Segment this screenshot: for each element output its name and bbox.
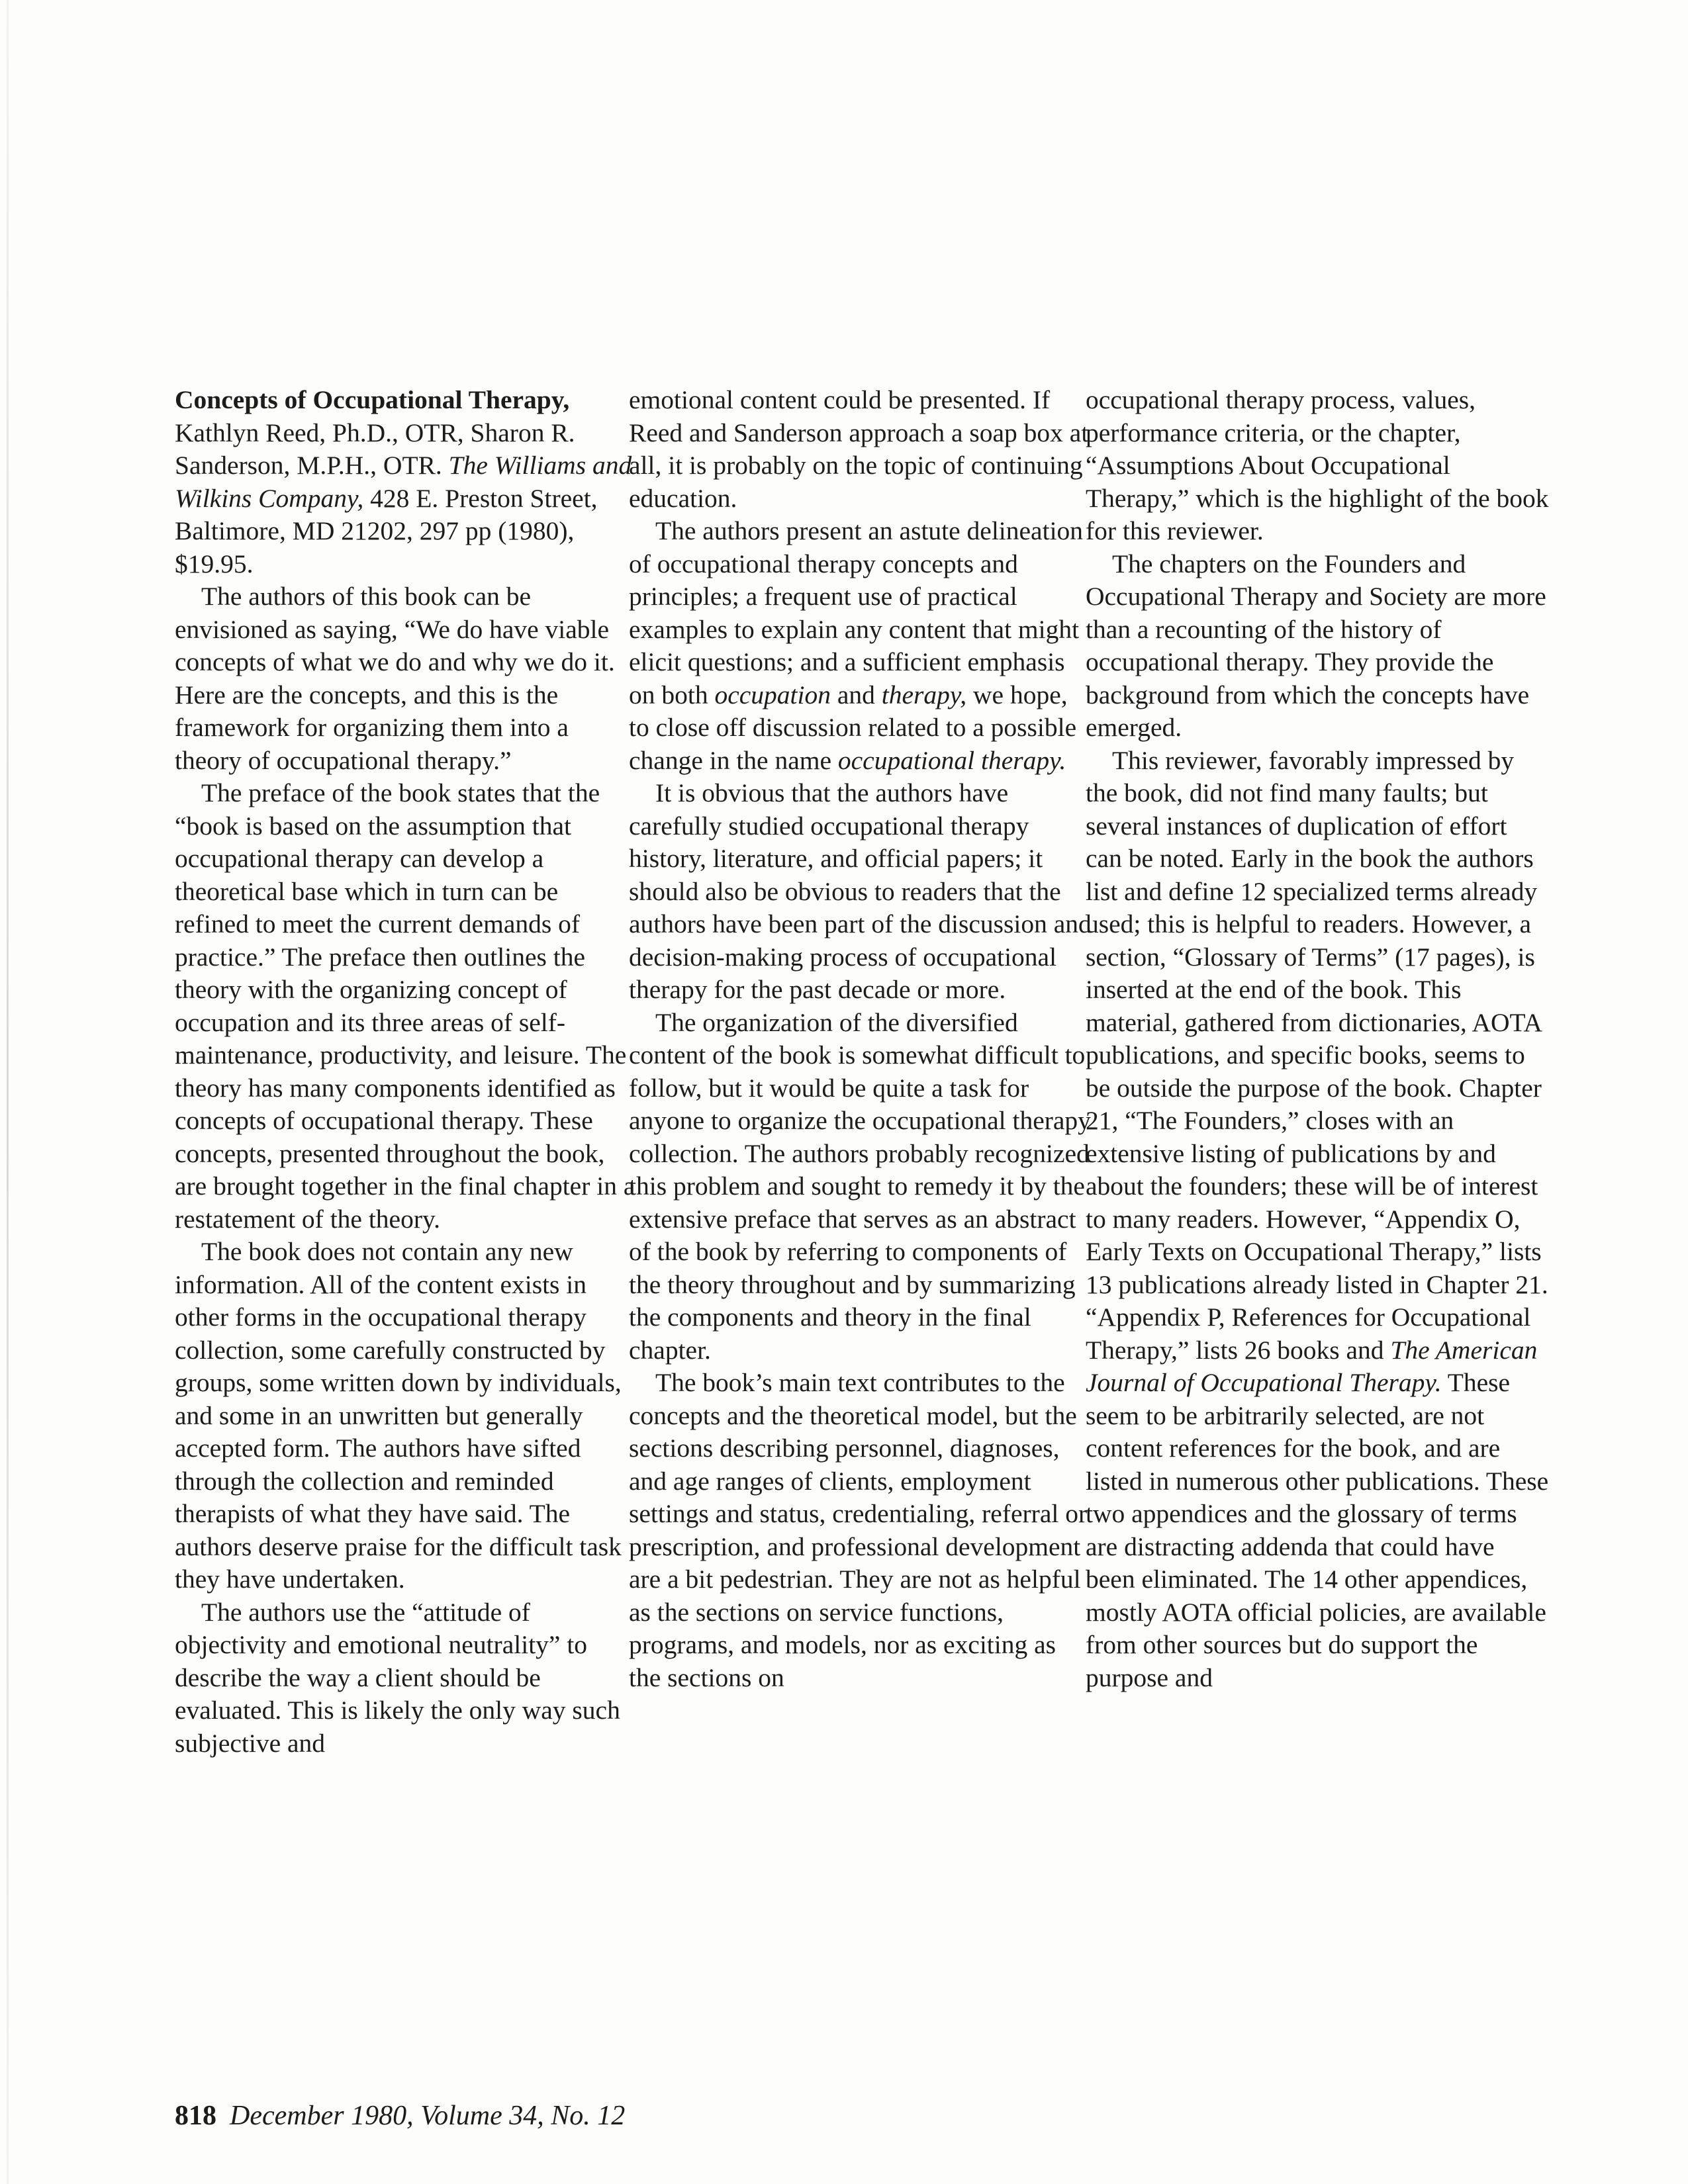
- book-publisher: The Williams and Wilkins Company,: [175, 451, 632, 513]
- paragraph-text: This reviewer, favorably impressed by the book, did not find many faults; but several instances of duplication of effort can be noted. Early in the book the authors list and define 12 specialized terms already used; this is helpful to readers. However, a section, “Glossary of Terms” (17 pages), is inserted at the end of the book. This material, gathered from dictionaries, AOTA publications, and specific books, seems to be outside the purpose of the book. Chapter 21, “The Founders,” closes with an extensive listing of publications by and about the founders; these will be of interest to many readers. However, “Appendix O, Early Texts on Occupational Therapy,” lists 13 publications already listed in Chapter 21. “Appendix P, References for Occupational Therapy,” lists 26 books and: [1086, 745, 1548, 1365]
- paragraph-text: The authors present an astute delineation of occupational therapy concepts and principles; a frequent use of practical examples to explain any content that might elicit questions; and a sufficient emphasis on both: [629, 516, 1084, 709]
- review-header: [175, 384, 638, 580]
- text-column-1: [175, 384, 638, 1760]
- paragraph: The chapters on the Founders and Occupational Therapy and Society are more than a recounting of the history of occupational therapy. They provide the background from which the concepts have emerged.: [1086, 549, 1546, 742]
- page-number: 818: [175, 2101, 216, 2131]
- text-column-2: [629, 384, 1092, 1694]
- text-column-3: [1086, 384, 1549, 1694]
- paragraph: occupational therapy process, values, performance criteria, or the chapter, “Assumptions About Occupational Therapy,” which is the highlight of the book for this reviewer.: [1086, 385, 1549, 545]
- emphasis-therapy: therapy,: [881, 680, 967, 709]
- paragraph: The organization of the diversified content of the book is somewhat difficult to follow, but it would be quite a task for anyone to organize the occupational therapy collection. The authors probably recognized this problem and sought to remedy it by the extensive preface that serves as an abstract of the book by referring to components of the theory throughout and by summarizing the components and theory in the final chapter.: [629, 1007, 1091, 1365]
- emphasis-occupation: occupation: [714, 680, 831, 709]
- paragraph: The preface of the book states that the “book is based on the assumption that occupational therapy can develop a theoretical base which in turn can be refined to meet the current demands of practice.” The preface then outlines the theory with the organizing concept of occupation and its three areas of self-maintenance, productivity, and leisure. The theory has many components identified as concepts of occupational therapy. These concepts, presented throughout the book, are brought together in the final chapter in a restatement of the theory.: [175, 778, 635, 1234]
- paragraph: The book does not contain any new information. All of the content exists in other forms in the occupational therapy collection, some carefully constructed by groups, some written down by individuals, and some in an unwritten but generally accepted form. The authors have sifted through the collection and reminded therapists of what they have said. The authors deserve praise for the difficult task they have undertaken.: [175, 1237, 622, 1594]
- paragraph: [1086, 745, 1549, 1695]
- book-authors: Kathlyn Reed, Ph.D., OTR, Sharon R. Sanderson, M.P.H., OTR.: [175, 418, 575, 480]
- emphasis-journal-title: The American Journal of Occupational Therapy.: [1086, 1335, 1538, 1397]
- paragraph: [629, 515, 1092, 777]
- paragraph-text: we hope, to close off discussion related to a possible change in the name: [629, 680, 1077, 775]
- paragraph: The authors use the “attitude of objectivity and emotional neutrality” to describe the way a client should be evaluated. This is likely the only way such subjective and: [175, 1597, 620, 1758]
- paragraph: The authors of this book can be envisioned as saying, “We do have viable concepts of what we do and why we do it. Here are the concepts, and this is the framework for organizing them into a theory of occupational therapy.”: [175, 582, 615, 775]
- book-title: Concepts of Occupational Therapy,: [175, 385, 570, 414]
- paragraph: emotional content could be presented. If Reed and Sanderson approach a soap box at all, it is probably on the topic of continuing education.: [629, 385, 1089, 513]
- scan-edge-shadow: [7, 0, 9, 2184]
- paragraph: The book’s main text contributes to the concepts and the theoretical model, but the sections describing personnel, diagnoses, and age ranges of clients, employment settings and status, credentialing, referral or prescription, and professional development are a bit pedestrian. They are not as helpful as the sections on service functions, programs, and models, nor as exciting as the sections on: [629, 1368, 1088, 1692]
- book-publisher-details: 428 E. Preston Street, Baltimore, MD 21202, 297 pp (1980), $19.95.: [175, 483, 598, 578]
- paragraph-text: These seem to be arbitrarily selected, are not content references for the book, and are listed in numerous other publications. These two appendices and the glossary of terms are distracting addenda that could have been eliminated. The 14 other appendices, mostly AOTA official policies, are available from other sources but do support the purpose and: [1086, 1368, 1549, 1692]
- paragraph-text: and: [831, 680, 882, 709]
- issue-info: December 1980, Volume 34, No. 12: [230, 2101, 626, 2131]
- page-footer: [175, 2099, 625, 2132]
- paragraph: It is obvious that the authors have carefully studied occupational therapy history, literature, and official papers; it should also be obvious to readers that the authors have been part of the discussion and decision-making process of occupational therapy for the past decade or more.: [629, 778, 1092, 1004]
- emphasis-occupational-therapy: occupational therapy.: [837, 745, 1066, 775]
